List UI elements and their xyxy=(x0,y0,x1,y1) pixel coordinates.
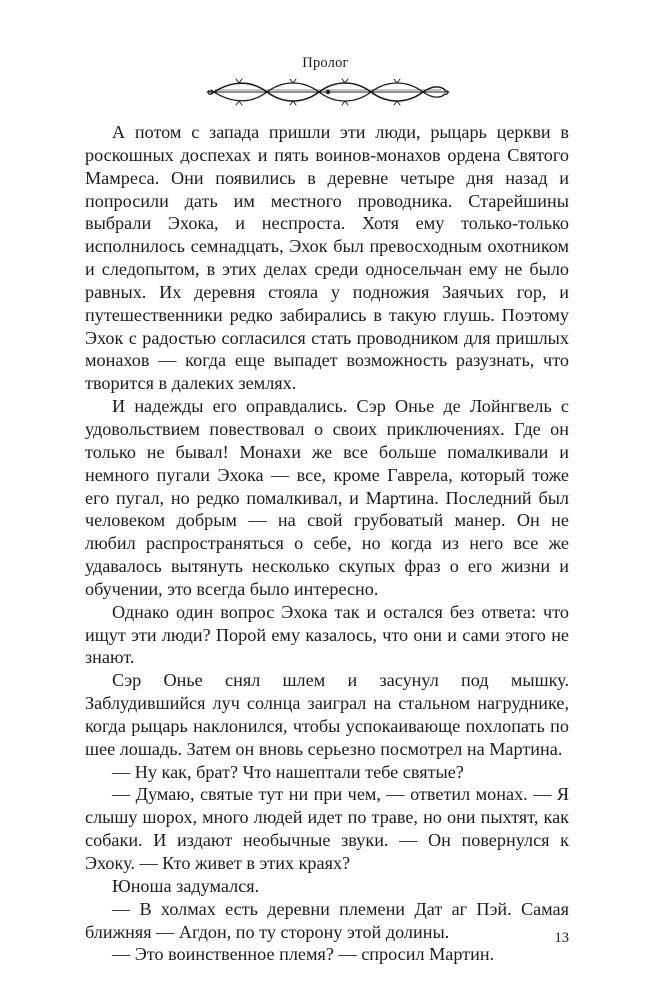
dialogue-line: — Думаю, святые тут ни при чем, — ответил монах. — Я слышу шорох, много людей идет по траве, но они пыхтят, как собаки. И издают необычные звуки. — Он повернулся к Эхоку. — Кто живет в этих краях? xyxy=(85,784,569,873)
paragraph: Юноша задумался. xyxy=(112,875,260,896)
dialogue-line: — Ну как, брат? Что нашептали тебе святые? xyxy=(112,761,464,782)
body-text xyxy=(85,121,569,966)
page-number: 13 xyxy=(554,930,569,946)
paragraph: Сэр Онье снял шлем и засунул под мышку. Заблудившийся луч солнца заиграл на стальном нагруднике, когда рыцарь наклонился, чтобы успокаивающе похлопать по шее лошадь. Затем он вновь серьезно посмотрел на Мартина. xyxy=(85,670,569,759)
paragraph: А потом с запада пришли эти люди, рыцарь церкви в роскошных доспехах и пять воинов-монахов ордена Святого Мамреса. Они появились в деревне четыре дня назад и попросили дать им местного проводника. Старейшины выбрали Эхока, и неспроста. Хотя ему только-только исполнилось семнадцать, Эхок был превосходным охотником и следопытом, в этих делах среди односельчан ему не было равных. Их деревня стояла у подножия Заячьих гор, и путешественники редко забирались в такую глушь. Поэтому Эхок с радостью согласился стать проводником для пришлых монахов — когда еще выпадет возможность разузнать, что творится в далеких землях. xyxy=(85,122,569,394)
dialogue-line: — В холмах есть деревни племени Дат аг Пэй. Самая ближняя — Агдон, по ту сторону этой долины. xyxy=(85,898,569,942)
running-title: Пролог xyxy=(302,55,349,71)
paragraph: И надежды его оправдались. Сэр Онье де Лойнгвель с удовольствием повествовал о своих приключениях. Где он только не бывал! Монахи же все больше помалкивали и немного пугали Эхока — все, кроме Гаврела, который тоже его пугал, но редко помалкивал, и Мартина. Последний был человеком добрым — на свой грубоватый манер. Он не любил распространяться о себе, но когда из него все же удавалось вытянуть несколько скупых фраз о его жизни и обучении, это всегда было интересно. xyxy=(85,396,569,599)
paragraph: Однако один вопрос Эхока так и остался без ответа: что ищут эти люди? Порой ему казалось, что они и сами этого не знают. xyxy=(85,601,569,668)
dialogue-line: — Это воинственное племя? — спросил Мартин. xyxy=(112,944,495,965)
ornament-divider xyxy=(205,76,451,108)
